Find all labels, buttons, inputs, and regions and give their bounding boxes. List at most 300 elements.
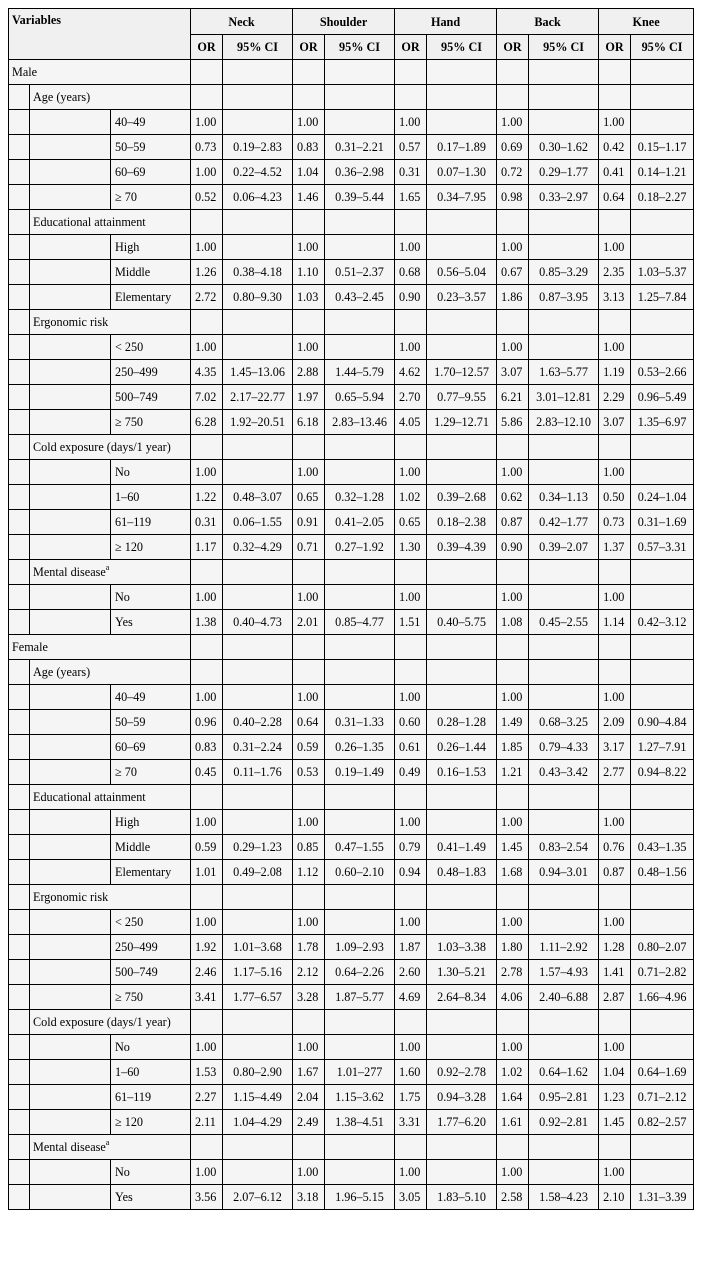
ci-value [325, 685, 395, 710]
or-value: 2.72 [191, 285, 223, 310]
level-label: 250–499 [111, 935, 191, 960]
indent-cell [9, 585, 30, 610]
empty-cell [395, 1010, 427, 1035]
empty-cell [223, 1010, 293, 1035]
ci-value: 0.29–1.23 [223, 835, 293, 860]
variable-name: Mental disease [33, 1140, 106, 1154]
level-label: No [111, 460, 191, 485]
empty-cell [395, 435, 427, 460]
or-value: 1.04 [599, 1060, 631, 1085]
or-value: 1.61 [497, 1110, 529, 1135]
group-header-hand: Hand [395, 9, 497, 35]
empty-cell [395, 885, 427, 910]
ci-value [325, 585, 395, 610]
empty-cell [529, 435, 599, 460]
ci-value [529, 1160, 599, 1185]
empty-cell [497, 560, 529, 585]
empty-cell [223, 785, 293, 810]
indent-cell [9, 435, 30, 460]
table-row [9, 1110, 694, 1135]
empty-cell [223, 310, 293, 335]
table-row [9, 135, 694, 160]
indent-cell [9, 735, 30, 760]
ci-value [223, 585, 293, 610]
level-label: < 250 [111, 910, 191, 935]
ci-value: 0.19–1.49 [325, 760, 395, 785]
ci-value: 0.43–3.42 [529, 760, 599, 785]
empty-cell [427, 435, 497, 460]
ci-value [427, 335, 497, 360]
empty-cell [599, 435, 631, 460]
empty-cell [191, 660, 223, 685]
indent-cell [30, 985, 111, 1010]
ci-value [529, 460, 599, 485]
variable-name: Age (years) [33, 665, 91, 679]
empty-cell [599, 1135, 631, 1160]
ci-value: 1.63–5.77 [529, 360, 599, 385]
or-value: 0.67 [497, 260, 529, 285]
or-value: 0.83 [293, 135, 325, 160]
indent-cell [30, 935, 111, 960]
or-value: 4.62 [395, 360, 427, 385]
ci-value: 1.11–2.92 [529, 935, 599, 960]
empty-cell [427, 210, 497, 235]
or-value: 3.31 [395, 1110, 427, 1135]
or-value: 1.00 [293, 335, 325, 360]
empty-cell [325, 85, 395, 110]
empty-cell [427, 660, 497, 685]
or-value: 1.00 [293, 235, 325, 260]
ci-value: 1.15–4.49 [223, 1085, 293, 1110]
ci-value [223, 685, 293, 710]
empty-cell [427, 785, 497, 810]
or-value: 3.07 [497, 360, 529, 385]
table-row [9, 110, 694, 135]
or-value: 1.45 [497, 835, 529, 860]
or-value: 1.37 [599, 535, 631, 560]
ci-value: 0.92–2.78 [427, 1060, 497, 1085]
ci-value: 1.44–5.79 [325, 360, 395, 385]
empty-cell [293, 310, 325, 335]
ci-value: 0.80–2.07 [631, 935, 694, 960]
indent-cell [9, 1185, 30, 1210]
ci-value: 0.14–1.21 [631, 160, 694, 185]
ci-value: 1.03–3.38 [427, 935, 497, 960]
ci-value: 1.83–5.10 [427, 1185, 497, 1210]
indent-cell [9, 685, 30, 710]
ci-value: 1.29–12.71 [427, 410, 497, 435]
level-label: ≥ 750 [111, 410, 191, 435]
table-row [9, 1035, 694, 1060]
ci-value [529, 335, 599, 360]
level-label: 60–69 [111, 160, 191, 185]
table-row [9, 585, 694, 610]
empty-cell [599, 635, 631, 660]
ci-value: 1.04–4.29 [223, 1110, 293, 1135]
empty-cell [631, 60, 694, 85]
or-value: 1.00 [293, 110, 325, 135]
or-value: 2.88 [293, 360, 325, 385]
ci-value [529, 235, 599, 260]
indent-cell [9, 385, 30, 410]
level-label: No [111, 585, 191, 610]
empty-cell [631, 660, 694, 685]
or-value: 1.28 [599, 935, 631, 960]
ci-value: 0.40–4.73 [223, 610, 293, 635]
ci-value: 0.80–9.30 [223, 285, 293, 310]
ci-value [325, 810, 395, 835]
or-value: 2.29 [599, 385, 631, 410]
empty-cell [599, 210, 631, 235]
empty-cell [325, 560, 395, 585]
table-row [9, 910, 694, 935]
or-value: 1.00 [599, 910, 631, 935]
or-value: 1.00 [497, 810, 529, 835]
empty-cell [497, 885, 529, 910]
ci-value: 2.83–13.46 [325, 410, 395, 435]
ci-value: 1.01–277 [325, 1060, 395, 1085]
empty-cell [497, 435, 529, 460]
or-value: 1.00 [293, 810, 325, 835]
or-value: 2.35 [599, 260, 631, 285]
section-row [9, 635, 694, 660]
empty-cell [427, 1010, 497, 1035]
table-row [9, 810, 694, 835]
empty-cell [631, 310, 694, 335]
or-value: 0.64 [293, 710, 325, 735]
or-value: 1.00 [395, 1160, 427, 1185]
or-value: 0.79 [395, 835, 427, 860]
or-value: 6.18 [293, 410, 325, 435]
or-value: 2.01 [293, 610, 325, 635]
level-label: Yes [111, 1185, 191, 1210]
empty-cell [325, 1135, 395, 1160]
variable-label [30, 1010, 191, 1035]
or-value: 4.35 [191, 360, 223, 385]
variable-name: Age (years) [33, 90, 91, 104]
or-value: 1.00 [497, 1160, 529, 1185]
ci-value [427, 1160, 497, 1185]
empty-cell [395, 210, 427, 235]
or-value: 1.02 [395, 485, 427, 510]
or-value: 1.00 [191, 685, 223, 710]
or-value: 1.45 [599, 1110, 631, 1135]
or-header: OR [395, 35, 427, 60]
empty-cell [427, 635, 497, 660]
table-row [9, 410, 694, 435]
empty-cell [395, 560, 427, 585]
indent-cell [30, 760, 111, 785]
empty-cell [191, 435, 223, 460]
or-value: 2.60 [395, 960, 427, 985]
or-value: 0.42 [599, 135, 631, 160]
empty-cell [293, 660, 325, 685]
indent-cell [9, 1060, 30, 1085]
ci-value: 0.96–5.49 [631, 385, 694, 410]
empty-cell [599, 785, 631, 810]
ci-value: 0.42–3.12 [631, 610, 694, 635]
or-value: 1.10 [293, 260, 325, 285]
or-value: 1.26 [191, 260, 223, 285]
or-header: OR [599, 35, 631, 60]
variable-name: Educational attainment [33, 215, 146, 229]
table-row [9, 935, 694, 960]
level-label: High [111, 810, 191, 835]
variable-row [9, 435, 694, 460]
ci-value: 1.77–6.57 [223, 985, 293, 1010]
empty-cell [395, 85, 427, 110]
indent-cell [9, 1110, 30, 1135]
or-value: 0.76 [599, 835, 631, 860]
empty-cell [325, 635, 395, 660]
ci-value [529, 685, 599, 710]
or-value: 0.65 [293, 485, 325, 510]
empty-cell [631, 785, 694, 810]
ci-value: 0.33–2.97 [529, 185, 599, 210]
empty-cell [529, 560, 599, 585]
or-value: 1.65 [395, 185, 427, 210]
empty-cell [631, 435, 694, 460]
ci-value: 1.45–13.06 [223, 360, 293, 385]
empty-cell [427, 560, 497, 585]
indent-cell [30, 810, 111, 835]
empty-cell [223, 435, 293, 460]
ci-value: 0.64–1.62 [529, 1060, 599, 1085]
empty-cell [631, 635, 694, 660]
table-header [9, 9, 694, 60]
ci-value: 0.18–2.27 [631, 185, 694, 210]
or-value: 1.00 [497, 460, 529, 485]
empty-cell [631, 1135, 694, 1160]
ci-value [529, 585, 599, 610]
group-header-neck: Neck [191, 9, 293, 35]
or-value: 1.00 [599, 335, 631, 360]
indent-cell [30, 960, 111, 985]
ci-value: 0.87–3.95 [529, 285, 599, 310]
empty-cell [631, 210, 694, 235]
indent-cell [30, 860, 111, 885]
indent-cell [9, 1135, 30, 1160]
empty-cell [395, 635, 427, 660]
ci-value: 0.53–2.66 [631, 360, 694, 385]
ci-value: 0.31–2.24 [223, 735, 293, 760]
indent-cell [9, 210, 30, 235]
empty-cell [191, 885, 223, 910]
empty-cell [293, 560, 325, 585]
level-label: Middle [111, 260, 191, 285]
table-row [9, 335, 694, 360]
empty-cell [599, 310, 631, 335]
or-value: 0.73 [191, 135, 223, 160]
or-value: 3.07 [599, 410, 631, 435]
or-value: 1.00 [293, 460, 325, 485]
level-label: 1–60 [111, 1060, 191, 1085]
or-value: 2.10 [599, 1185, 631, 1210]
or-value: 2.58 [497, 1185, 529, 1210]
table-row [9, 1085, 694, 1110]
ci-value [223, 1035, 293, 1060]
or-value: 0.69 [497, 135, 529, 160]
or-value: 4.05 [395, 410, 427, 435]
ci-value: 0.23–3.57 [427, 285, 497, 310]
ci-value: 1.87–5.77 [325, 985, 395, 1010]
or-value: 0.60 [395, 710, 427, 735]
indent-cell [9, 285, 30, 310]
empty-cell [497, 660, 529, 685]
or-value: 1.00 [191, 160, 223, 185]
variable-row [9, 785, 694, 810]
group-header-back: Back [497, 9, 599, 35]
or-value: 0.57 [395, 135, 427, 160]
empty-cell [191, 85, 223, 110]
indent-cell [9, 835, 30, 860]
ci-value [325, 110, 395, 135]
indent-cell [9, 110, 30, 135]
ci-value: 1.27–7.91 [631, 735, 694, 760]
ci-value [631, 235, 694, 260]
ci-value: 1.31–3.39 [631, 1185, 694, 1210]
table-row [9, 1160, 694, 1185]
empty-cell [395, 785, 427, 810]
empty-cell [191, 1135, 223, 1160]
ci-value: 0.94–3.01 [529, 860, 599, 885]
or-value: 2.12 [293, 960, 325, 985]
indent-cell [9, 260, 30, 285]
ci-value: 2.17–22.77 [223, 385, 293, 410]
level-label: 40–49 [111, 685, 191, 710]
or-value: 3.56 [191, 1185, 223, 1210]
empty-cell [325, 885, 395, 910]
empty-cell [191, 785, 223, 810]
empty-cell [427, 310, 497, 335]
ci-value: 0.11–1.76 [223, 760, 293, 785]
indent-cell [30, 835, 111, 860]
ci-value: 0.48–1.83 [427, 860, 497, 885]
or-value: 0.98 [497, 185, 529, 210]
variable-row [9, 1135, 694, 1160]
ci-value: 0.39–2.07 [529, 535, 599, 560]
ci-value: 0.56–5.04 [427, 260, 497, 285]
or-value: 1.21 [497, 760, 529, 785]
or-value: 1.51 [395, 610, 427, 635]
variable-label [30, 885, 191, 910]
ci-header: 95% CI [325, 35, 395, 60]
empty-cell [223, 660, 293, 685]
ci-value [223, 335, 293, 360]
ci-value: 0.45–2.55 [529, 610, 599, 635]
ci-value [427, 110, 497, 135]
indent-cell [9, 185, 30, 210]
table-row [9, 185, 694, 210]
or-value: 1.00 [497, 235, 529, 260]
indent-cell [9, 910, 30, 935]
ci-value: 0.71–2.12 [631, 1085, 694, 1110]
ci-value: 0.18–2.38 [427, 510, 497, 535]
or-value: 0.65 [395, 510, 427, 535]
indent-cell [30, 610, 111, 635]
empty-cell [427, 885, 497, 910]
ci-value: 1.66–4.96 [631, 985, 694, 1010]
ci-value: 1.38–4.51 [325, 1110, 395, 1135]
variable-name: Ergonomic risk [33, 315, 109, 329]
indent-cell [30, 285, 111, 310]
level-label: 40–49 [111, 110, 191, 135]
or-value: 3.28 [293, 985, 325, 1010]
table-row [9, 260, 694, 285]
ci-value: 0.34–7.95 [427, 185, 497, 210]
ci-value [325, 1035, 395, 1060]
table-row [9, 860, 694, 885]
ci-value: 0.36–2.98 [325, 160, 395, 185]
footnote-marker: a [105, 1138, 110, 1147]
ci-value [631, 1035, 694, 1060]
table-row [9, 360, 694, 385]
ci-value: 0.41–2.05 [325, 510, 395, 535]
or-value: 1.00 [191, 110, 223, 135]
indent-cell [9, 985, 30, 1010]
or-value: 1.00 [395, 335, 427, 360]
empty-cell [293, 885, 325, 910]
empty-cell [529, 60, 599, 85]
or-value: 1.00 [293, 685, 325, 710]
or-value: 1.00 [395, 460, 427, 485]
indent-cell [30, 360, 111, 385]
empty-cell [191, 1010, 223, 1035]
or-value: 1.00 [293, 910, 325, 935]
ci-value: 0.90–4.84 [631, 710, 694, 735]
empty-cell [599, 560, 631, 585]
or-value: 0.50 [599, 485, 631, 510]
ci-value: 0.65–5.94 [325, 385, 395, 410]
or-value: 1.68 [497, 860, 529, 885]
empty-cell [599, 885, 631, 910]
indent-cell [30, 1110, 111, 1135]
ci-value [325, 1160, 395, 1185]
indent-cell [9, 885, 30, 910]
empty-cell [223, 560, 293, 585]
ci-value: 0.32–4.29 [223, 535, 293, 560]
or-value: 1.97 [293, 385, 325, 410]
ci-value: 0.38–4.18 [223, 260, 293, 285]
or-value: 0.61 [395, 735, 427, 760]
empty-cell [497, 210, 529, 235]
ci-value: 0.85–4.77 [325, 610, 395, 635]
indent-cell [9, 85, 30, 110]
level-label: Middle [111, 835, 191, 860]
table-row [9, 710, 694, 735]
or-value: 0.94 [395, 860, 427, 885]
ci-value [325, 460, 395, 485]
or-value: 1.00 [599, 685, 631, 710]
empty-cell [223, 885, 293, 910]
indent-cell [30, 535, 111, 560]
or-value: 1.00 [599, 235, 631, 260]
or-value: 2.04 [293, 1085, 325, 1110]
ci-value: 0.71–2.82 [631, 960, 694, 985]
or-value: 2.70 [395, 385, 427, 410]
ci-value: 0.40–5.75 [427, 610, 497, 635]
ci-value: 0.64–2.26 [325, 960, 395, 985]
empty-cell [529, 885, 599, 910]
ci-value: 2.83–12.10 [529, 410, 599, 435]
indent-cell [30, 385, 111, 410]
ci-value [223, 1160, 293, 1185]
or-value: 1.00 [191, 810, 223, 835]
or-value: 1.00 [497, 910, 529, 935]
or-value: 1.00 [599, 110, 631, 135]
or-header: OR [191, 35, 223, 60]
ci-value [223, 910, 293, 935]
